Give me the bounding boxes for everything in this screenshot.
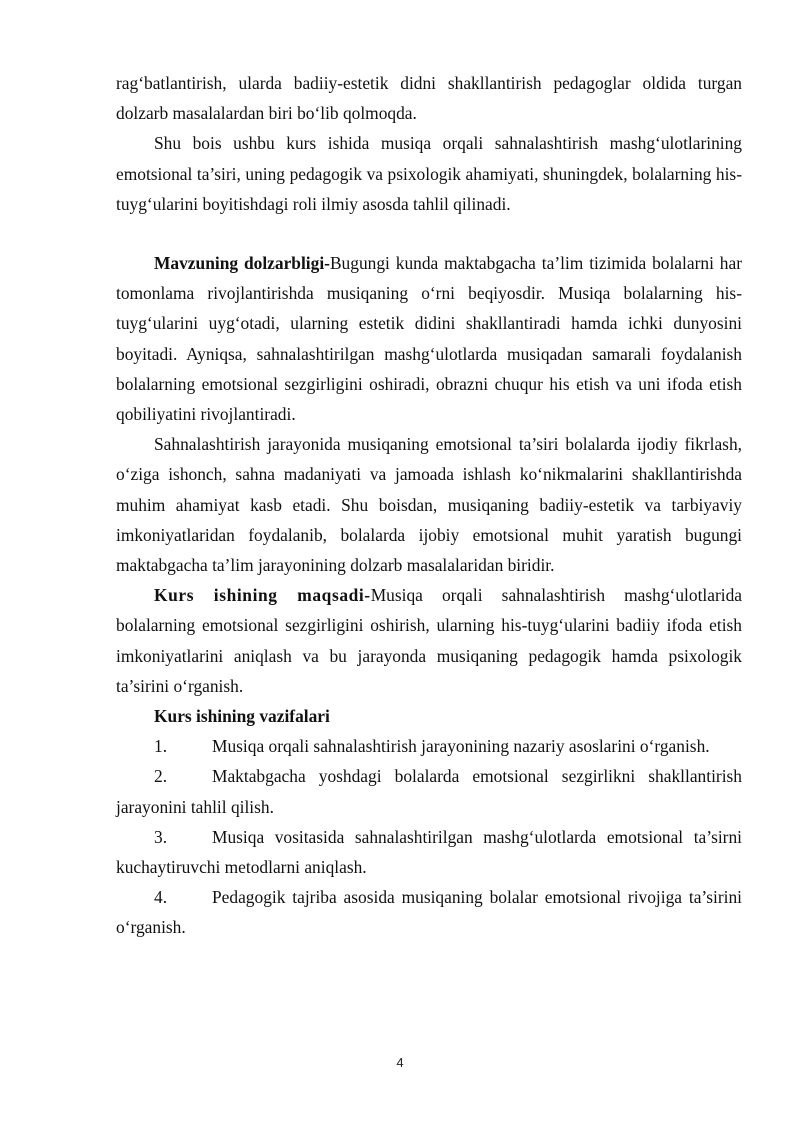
paragraph-relevance bbox=[116, 248, 742, 429]
task-item bbox=[116, 822, 742, 882]
paragraph-intro-2: Shu bois ushbu kurs ishida musiqa orqali sahnalashtirish mashg‘ulotlarining emotsional ta’siri, uning pedagogik va psixologik ahamiyati, shuningdek, bolalarning his-tuyg‘ularini boyitishdagi roli ilmiy asosda tahlil qilinadi. bbox=[116, 133, 742, 214]
tasks-heading bbox=[116, 701, 742, 731]
task-number: 2. bbox=[154, 766, 168, 787]
task-number: 3. bbox=[154, 826, 168, 847]
goal-text: Musiqa orqali sahnalashtirish mashg‘ulotlarida bolalarning emotsional sezgirligini oshirish, ularning his-tuyg‘ularini badiiy ifoda etish imkoniyatlarini aniqlash va bu jarayonda musiqaning pedagogik hamda psixologik ta’sirini o‘rganish. bbox=[116, 585, 742, 696]
task-item bbox=[116, 882, 742, 942]
paragraph-spacer bbox=[116, 219, 742, 248]
paragraph-relevance-2: Sahnalashtirish jarayonida musiqaning emotsional ta’siri bolalarda ijodiy fikrlash, o‘ziga ishonch, sahna madaniyati va jamoada ishlash ko‘nikmalarini shakllantirishda muhim ahamiyat kasb etadi. Shu boisdan, musiqaning badiiy-estetik va tarbiyaviy imkoniyatlaridan foydalanib, bolalarda ijobiy emotsional muhit yaratish bugungi maktabgacha ta’lim jarayonining dolzarb masalalaridan biridir. bbox=[116, 434, 742, 576]
task-text: Musiqa orqali sahnalashtirish jarayonining nazariy asoslarini o‘rganish. bbox=[212, 736, 710, 757]
task-text: Maktabgacha yoshdagi bolalarda emotsional sezgirlikni shakllantirish jarayonini tahlil qilish. bbox=[116, 766, 742, 817]
task-text: Musiqa vositasida sahnalashtirilgan mashg‘ulotlarda emotsional ta’sirni kuchaytiruvchi metodlarni aniqlash. bbox=[116, 826, 742, 878]
page-number: 4 bbox=[396, 1055, 404, 1070]
task-item bbox=[116, 761, 742, 821]
task-number: 1. bbox=[154, 736, 168, 757]
task-text: Pedagogik tajriba asosida musiqaning bolalar emotsional rivojiga ta’sirini o‘rganish. bbox=[116, 887, 742, 938]
task-item bbox=[116, 731, 742, 761]
relevance-text: Bugungi kunda maktabgacha ta’lim tizimida bolalarni har tomonlama rivojlantirishda musiqaning o‘rni beqiyosdir. Musiqa bolalarning his-tuyg‘ularini uyg‘otadi, ularning estetik didini shakllantiradi hamda ichki dunyosini boyitadi. Ayniqsa, sahnalashtirilgan mashg‘ulotlarda musiqadan samarali foydalanish bolalarning emotsional sezgirligini oshiradi, obrazni chuqur his etish va uni ifoda etish qobiliyatini rivojlantiradi. bbox=[116, 253, 742, 425]
paragraph-goal bbox=[116, 580, 742, 701]
tasks-heading-text: Kurs ishining vazifalari bbox=[154, 706, 330, 727]
paragraph-intro-continuation: rag‘batlantirish, ularda badiiy-estetik didni shakllantirish pedagoglar oldida turgan dolzarb masalalardan biri bo‘lib qolmoqda. bbox=[116, 73, 742, 124]
relevance-heading: Mavzuning dolzarbligi- bbox=[154, 253, 330, 274]
goal-heading: Kurs ishining maqsadi- bbox=[154, 585, 371, 606]
task-number: 4. bbox=[154, 887, 168, 908]
